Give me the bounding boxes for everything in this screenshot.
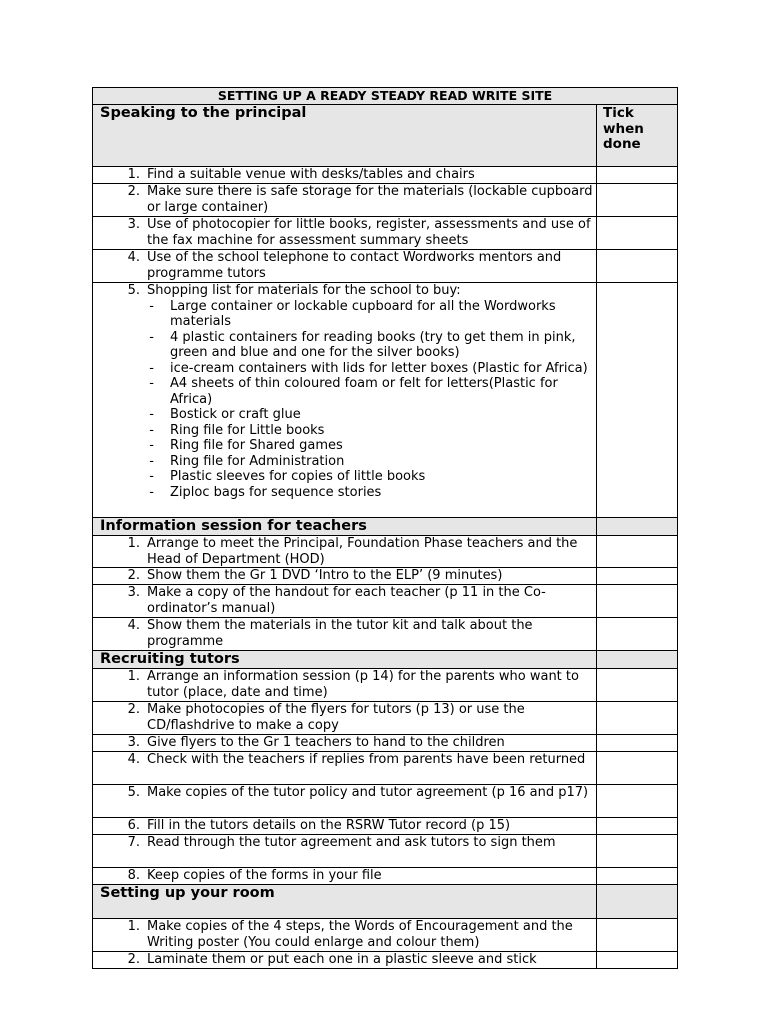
bullet-dash: - [149,329,154,345]
item-number: 4. [127,752,140,767]
checklist-item [93,702,597,735]
item-number: 6. [127,818,140,833]
item-number: 1. [127,536,140,551]
item-text: Laminate them or put each one in a plastic sleeve and stick [147,952,537,967]
checklist-item-row [93,752,678,785]
item-number: 3. [127,735,140,750]
item-number: 2. [127,184,140,199]
tick-checkbox-cell[interactable] [597,702,678,735]
tick-checkbox-cell[interactable] [597,919,678,952]
item-text: Use of the school telephone to contact Wordworks mentors and programme tutors [147,250,562,281]
sub-item-text: Ring file for Administration [170,453,345,469]
tick-checkbox-cell[interactable] [597,868,678,885]
item-number: 2. [127,952,140,967]
section-heading: Information session for teachers [93,518,597,536]
checklist-item [93,217,597,250]
list-item [93,735,596,751]
checklist-item-row [93,250,678,283]
item-number: 2. [127,568,140,583]
item-text: Make photocopies of the flyers for tutors (p 13) or use the CD/flashdrive to make a copy [147,702,525,733]
checklist-item [93,868,597,885]
sub-item-text: A4 sheets of thin coloured foam or felt for letters(Plastic for Africa) [170,376,558,407]
checklist-item [93,167,597,184]
checklist-item [93,184,597,217]
bullet-dash: - [149,298,154,314]
checklist-item-row [93,618,678,651]
section-header-row [93,105,678,167]
tick-checkbox-cell[interactable] [597,217,678,250]
list-item [93,585,596,616]
page-title: SETTING UP A READY STEADY READ WRITE SITE [93,88,678,105]
checklist-item [93,536,597,568]
list-item [93,184,596,215]
title-row [93,88,678,105]
item-number: 8. [127,868,140,883]
sub-list-item [93,454,596,470]
tick-checkbox-cell[interactable] [597,735,678,752]
sub-item-text: ice-cream containers with lids for letter boxes (Plastic for Africa) [170,360,588,376]
sub-list-item [93,361,596,377]
sub-item-text: Ziploc bags for sequence stories [170,484,382,500]
tick-cell[interactable] [597,518,678,536]
item-text: Show them the Gr 1 DVD ‘Intro to the ELP’ (9 minutes) [147,568,503,583]
list-item [93,835,596,851]
item-number: 5. [127,785,140,800]
checklist-item-row [93,735,678,752]
section-header-row [93,518,678,536]
checklist-item-row [93,217,678,250]
tick-checkbox-cell[interactable] [597,669,678,702]
tick-checkbox-cell[interactable] [597,283,678,518]
bullet-dash: - [149,376,154,391]
tick-checkbox-cell[interactable] [597,568,678,585]
sub-item-text: Bostick or craft glue [170,407,301,422]
checklist-item-row [93,868,678,885]
section-heading: Recruiting tutors [93,651,597,669]
item-text: Give flyers to the Gr 1 teachers to hand to the children [147,735,505,750]
checklist-item-row [93,952,678,969]
checklist-item [93,585,597,618]
list-item [93,919,596,950]
item-text: Arrange an information session (p 14) for the parents who want to tutor (place, date and time) [147,669,579,700]
section-heading: Speaking to the principal [93,105,597,167]
bullet-dash: - [149,453,154,469]
sub-list-item [93,469,596,485]
item-text: Read through the tutor agreement and ask tutors to sign them [147,835,556,850]
item-number: 3. [127,217,140,232]
item-text: Make copies of the tutor policy and tutor agreement (p 16 and p17) [147,785,589,800]
item-number: 1. [127,919,140,934]
bullet-dash: - [149,407,154,422]
tick-checkbox-cell[interactable] [597,585,678,618]
bullet-dash: - [149,469,154,484]
sub-item-text: Ring file for Little books [170,422,325,438]
tick-checkbox-cell[interactable] [597,167,678,184]
bullet-dash: - [149,438,154,453]
checklist-item [93,250,597,283]
list-item [93,167,596,183]
item-text: Arrange to meet the Principal, Foundation Phase teachers and the Head of Department (HOD) [147,536,578,567]
bullet-dash: - [149,422,154,438]
checklist-item-row [93,818,678,835]
item-number: 7. [127,835,140,850]
sub-list-item [93,299,596,330]
item-text: Make sure there is safe storage for the materials (lockable cupboard or large container) [147,184,593,215]
sub-item-text: Large container or lockable cupboard for all the Wordworks materials [170,298,556,329]
item-text: Keep copies of the forms in your file [147,868,382,883]
item-number: 5. [127,283,140,298]
checklist-item [93,919,597,952]
checklist-item-row [93,283,678,518]
sub-list-item [93,423,596,439]
checklist-item [93,283,597,518]
item-number: 2. [127,702,140,717]
checklist-item [93,568,597,585]
section-header-row [93,651,678,669]
list-item [93,568,596,584]
sub-list-item [93,438,596,454]
tick-checkbox-cell[interactable] [597,785,678,818]
checklist-item [93,835,597,868]
checklist-item-row [93,835,678,868]
list-item [93,702,596,733]
section-heading: Setting up your room [93,885,597,919]
sub-item-text: Ring file for Shared games [170,438,343,453]
sub-item-text: 4 plastic containers for reading books (try to get them in pink, green and blue and one for the silver books) [170,329,576,360]
item-text: Make copies of the 4 steps, the Words of Encouragement and the Writing poster (You could enlarge and colour them) [147,919,573,950]
checklist-item-row [93,167,678,184]
sub-list-item [93,485,596,501]
item-text: Find a suitable venue with desks/tables and chairs [147,167,475,182]
checklist-item [93,618,597,651]
list-item [93,868,596,884]
tick-cell[interactable] [597,885,678,919]
checklist-item [93,818,597,835]
item-number: 4. [127,618,140,633]
item-text: Check with the teachers if replies from parents have been returned [147,752,586,767]
checklist-item [93,752,597,785]
checklist-item-row [93,184,678,217]
bullet-dash: - [149,360,154,376]
tick-checkbox-cell[interactable] [597,752,678,785]
list-item [93,669,596,700]
checklist-item-row [93,585,678,618]
list-item [93,752,596,768]
checklist-item-row [93,669,678,702]
item-number: 1. [127,167,140,182]
sub-item-text: Plastic sleeves for copies of little books [170,469,426,484]
list-item [93,283,596,299]
checklist-item-row [93,785,678,818]
checklist-item [93,785,597,818]
item-text: Use of photocopier for little books, register, assessments and use of the fax machine for assessment summary sheets [147,217,591,248]
checklist-item [93,735,597,752]
tick-checkbox-cell[interactable] [597,835,678,868]
tick-checkbox-cell[interactable] [597,952,678,969]
checklist-item [93,669,597,702]
item-number: 3. [127,585,140,600]
sub-list-item [93,376,596,407]
checklist-table [92,87,678,969]
list-item [93,952,596,968]
tick-checkbox-cell[interactable] [597,618,678,651]
item-text: Make a copy of the handout for each teacher (p 11 in the Co-ordinator’s manual) [147,585,546,616]
item-number: 4. [127,250,140,265]
checklist-item-row [93,568,678,585]
list-item [93,818,596,834]
list-item [93,217,596,248]
list-item [93,536,596,567]
item-text: Show them the materials in the tutor kit and talk about the programme [147,618,533,649]
tick-cell[interactable] [597,651,678,669]
bullet-dash: - [149,484,154,500]
tick-checkbox-cell[interactable] [597,250,678,283]
item-number: 1. [127,669,140,684]
checklist-item-row [93,536,678,568]
list-item [93,250,596,281]
tick-checkbox-cell[interactable] [597,818,678,835]
item-text: Shopping list for materials for the school to buy: [147,283,461,298]
list-item [93,785,596,801]
sub-list-item [93,330,596,361]
tick-checkbox-cell[interactable] [597,536,678,568]
tick-column-header: Tick when done [597,105,678,167]
checklist-item-row [93,919,678,952]
checklist-item-row [93,702,678,735]
tick-checkbox-cell[interactable] [597,184,678,217]
list-item [93,618,596,649]
item-text: Fill in the tutors details on the RSRW Tutor record (p 15) [147,818,511,833]
checklist-item [93,952,597,969]
section-header-row [93,885,678,919]
sub-list-item [93,407,596,423]
